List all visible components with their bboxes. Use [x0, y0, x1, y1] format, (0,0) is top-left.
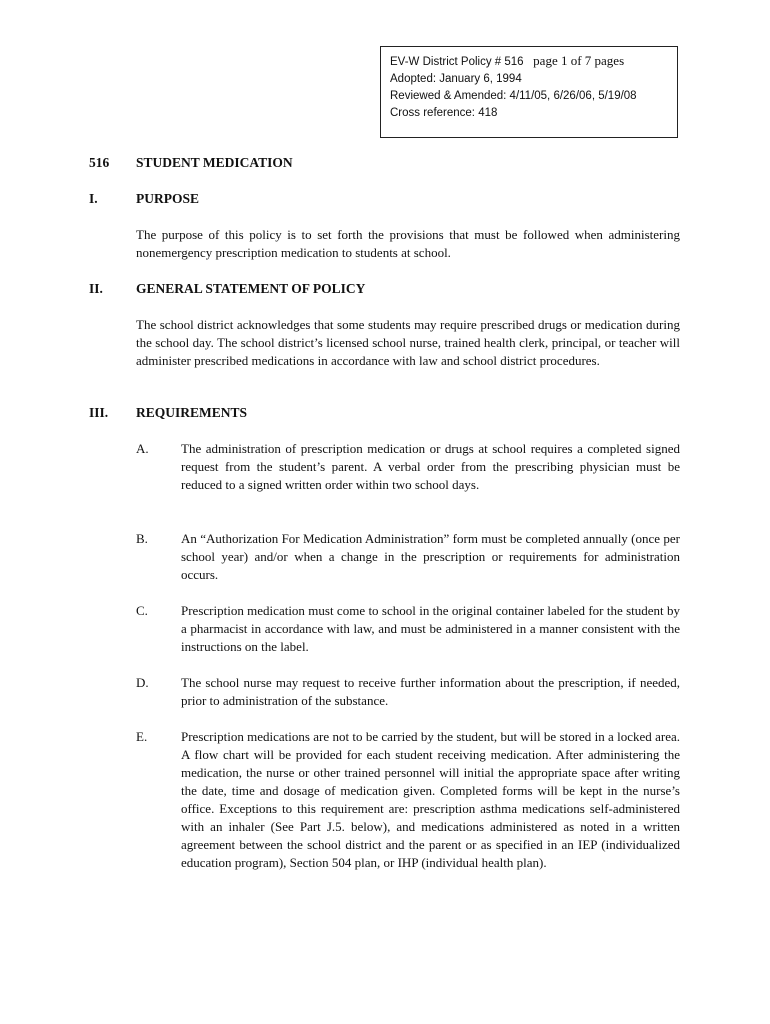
item-letter: D.	[136, 675, 149, 690]
item-text: An “Authorization For Medication Administration” form must be completed annually (once per school year) and/or when a change in the prescription or requirements for administration occurs.	[181, 531, 680, 582]
section-purpose-heading	[89, 190, 199, 208]
requirement-item-e	[136, 728, 680, 872]
section-heading: PURPOSE	[136, 191, 200, 206]
item-letter: E.	[136, 729, 148, 744]
requirement-item-b	[136, 530, 680, 584]
item-letter: A.	[136, 441, 149, 456]
requirement-item-d	[136, 674, 680, 710]
adopted-date: Adopted: January 6, 1994	[390, 73, 522, 85]
section-number: III.	[89, 405, 109, 420]
document-title	[89, 154, 293, 172]
title-number: 516	[89, 155, 110, 170]
requirement-item-c	[136, 602, 680, 656]
cross-reference: Cross reference: 418	[390, 107, 498, 119]
item-letter: B.	[136, 531, 148, 546]
policy-number: EV-W District Policy # 516	[390, 56, 524, 68]
item-letter: C.	[136, 603, 148, 618]
item-text: The administration of prescription medication or drugs at school requires a completed signed request from the student’s parent. A verbal order from the prescribing physician must be reduced to a signed written order within two school days.	[181, 441, 680, 492]
item-text: The school nurse may request to receive further information about the prescription, if needed, prior to administration of the substance.	[181, 675, 680, 708]
policy-number-line	[390, 52, 677, 71]
section-heading: REQUIREMENTS	[136, 405, 248, 420]
item-text: Prescription medication must come to school in the original container labeled for the student by a pharmacist in accordance with law, and must be administered in a manner consistent with the instructions on the label.	[181, 603, 680, 654]
section-number: I.	[89, 191, 98, 206]
section-heading: GENERAL STATEMENT OF POLICY	[136, 281, 366, 296]
policy-header-box	[380, 46, 678, 138]
requirement-item-a	[136, 440, 680, 494]
page-indicator: page 1 of 7 pages	[533, 53, 625, 68]
purpose-paragraph: The purpose of this policy is to set forth the provisions that must be followed when administering nonemergency prescription medication to students at school.	[136, 227, 680, 260]
section-number: II.	[89, 281, 103, 296]
item-text: Prescription medications are not to be carried by the student, but will be stored in a locked area. A flow chart will be provided for each student receiving medication. After administering the medication, the nurse or other trained personnel will initial the appropriate space after writing the date, time and dosage of medication given. Completed forms will be kept in the nurse’s office. Exceptions to this requirement are: prescription asthma medications self-administered with an inhaler (See Part J.5. below), and medications administered as noted in a written agreement between the school district and the parent or as specified in an IEP (individualized education program), Section 504 plan, or IHP (individual health plan).	[181, 729, 680, 870]
section-policy-heading	[89, 280, 365, 298]
section-requirements-heading	[89, 404, 247, 422]
title-text: STUDENT MEDICATION	[136, 155, 293, 170]
reviewed-dates: Reviewed & Amended: 4/11/05, 6/26/06, 5/19/08	[390, 90, 637, 102]
policy-paragraph: The school district acknowledges that some students may require prescribed drugs or medication during the school day. The school district’s licensed school nurse, trained health clerk, principal, or teacher will administer prescribed medications in accordance with law and school district procedures.	[136, 317, 680, 368]
